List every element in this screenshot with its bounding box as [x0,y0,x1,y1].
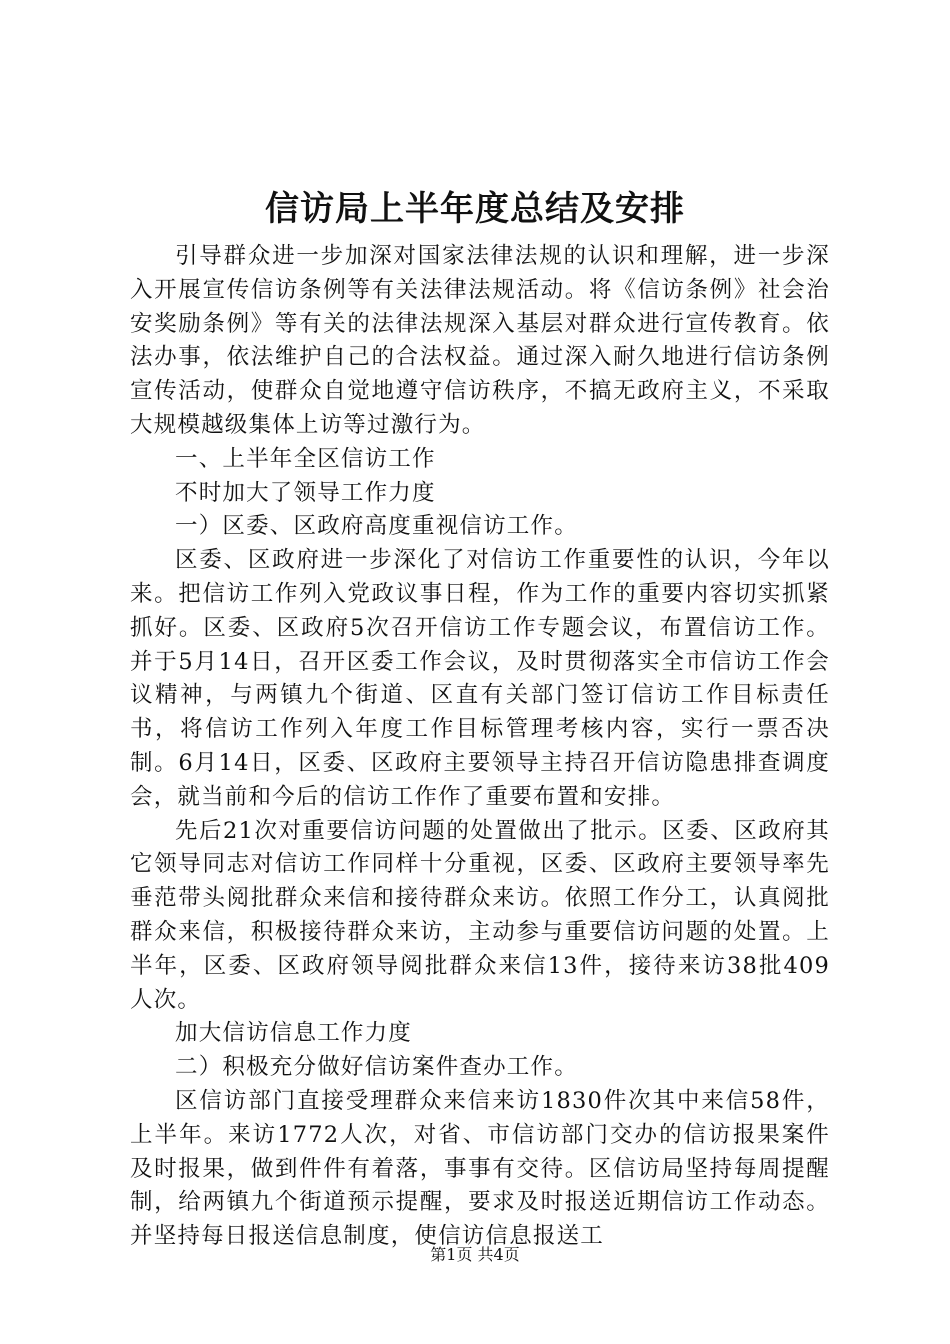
document-body [130,240,830,1254]
subsection-heading: 二）积极充分做好信访案件查办工作。 [175,1054,578,1081]
document-title: 信访局上半年度总结及安排 [265,189,685,229]
section-heading: 一、上半年全区信访工作 [175,445,436,472]
paragraph: 区信访部门直接受理群众来信来访1830件次其中来信58件，上半年。来访1772人次，对省、市信访部门交办的信访报果案件及时报果，做到件件有着落，事事有交待。区信访局坚持每周提醒制，给两镇九个街道预示提醒，要求及时报送近期信访工作动态。并坚持每日报送信息制度，使信访信息报送工 [130,1087,830,1250]
paragraph: 区委、区政府进一步深化了对信访工作重要性的认识，今年以来。把信访工作列入党政议事日程，作为工作的重要内容切实抓紧抓好。区委、区政府5次召开信访工作专题会议，布置信访工作。并于5月14日，召开区委工作会议，及时贯彻落实全市信访工作会议精神，与两镇九个街道、区直有关部门签订信访工作目标责任书，将信访工作列入年度工作目标管理考核内容，实行一票否决制。6月14日，区委、区政府主要领导主持召开信访隐患排查调度会，就当前和今后的信访工作作了重要布置和安排。 [130,547,830,810]
subsection-heading: 加大信访信息工作力度 [175,1020,413,1047]
paragraph: 先后21次对重要信访问题的处置做出了批示。区委、区政府其它领导同志对信访工作同样十分重视，区委、区政府主要领导率先垂范带头阅批群众来信和接待群众来访。依照工作分工，认真阅批群众来信，积极接待群众来访，主动参与重要信访问题的处置。上半年，区委、区政府领导阅批群众来信13件，接待来访38批409人次。 [130,817,830,1013]
subsection-heading: 一）区委、区政府高度重视信访工作。 [175,513,578,540]
page-footer: 第1页 共4页 [430,1245,520,1264]
paragraph: 引导群众进一步加深对国家法律法规的认识和理解，进一步深入开展宣传信访条例等有关法律法规活动。将《信访条例》社会治安奖励条例》等有关的法律法规深入基层对群众进行宣传教育。依法办事，依法维护自己的合法权益。通过深入耐久地进行信访条例宣传活动，使群众自觉地遵守信访秩序，不搞无政府主义，不采取大规模越级集体上访等过激行为。 [130,243,830,438]
subsection-heading: 不时加大了领导工作力度 [175,479,436,506]
